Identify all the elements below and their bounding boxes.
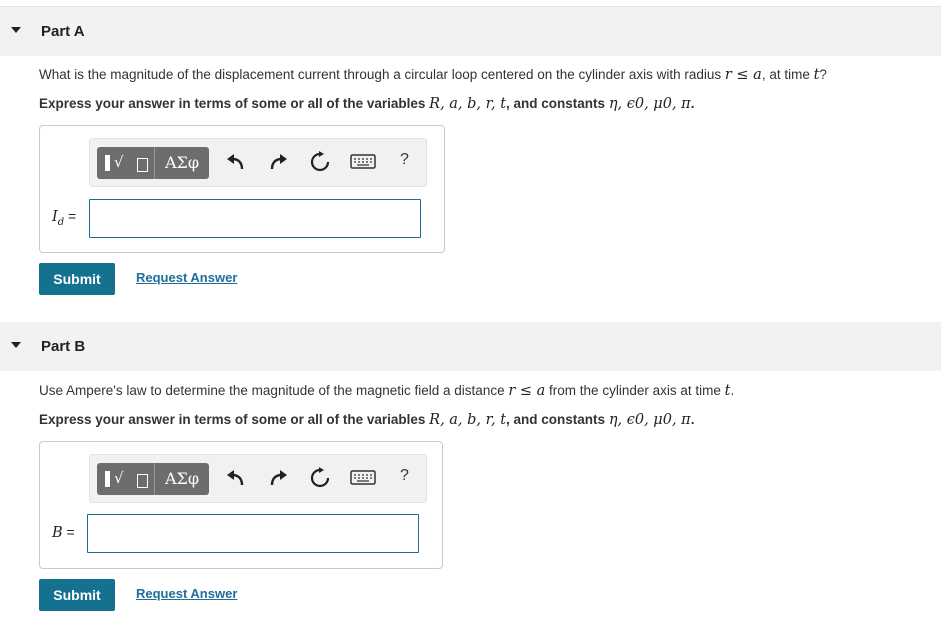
part-b-title: Part B	[41, 338, 86, 355]
answer-input[interactable]	[89, 199, 421, 238]
part-a-header[interactable]	[0, 7, 941, 56]
templates-icon[interactable]: √	[97, 463, 155, 495]
part-a-title: Part A	[41, 23, 85, 40]
math-toolbar	[89, 454, 427, 503]
templates-button[interactable]	[97, 463, 209, 495]
submit-button[interactable]: Submit	[39, 579, 115, 611]
answer-variable-label: $I_d$ =	[52, 208, 77, 228]
reset-icon[interactable]	[308, 466, 332, 490]
keyboard-icon[interactable]	[350, 153, 376, 171]
help-icon[interactable]: ?	[400, 151, 409, 168]
undo-icon[interactable]	[224, 150, 248, 174]
collapse-caret-icon[interactable]	[11, 342, 21, 348]
part-b-answer-box	[39, 441, 443, 569]
templates-button[interactable]	[97, 147, 209, 179]
part-b-instructions: Express your answer in terms of some or all of the variables R, a, b, r, t, and constants η, ϵ0, μ0, π.	[39, 412, 695, 428]
part-b-header[interactable]	[0, 322, 941, 371]
help-icon[interactable]: ?	[400, 467, 409, 484]
keyboard-icon[interactable]	[350, 469, 376, 487]
part-a-instructions: Express your answer in terms of some or all of the variables R, a, b, r, t, and constants η, ϵ0, μ0, π.	[39, 96, 695, 112]
answer-input[interactable]	[87, 514, 419, 553]
part-b-question: Use Ampere's law to determine the magnitude of the magnetic field a distance r ≤ a from the cylinder axis at time t.	[39, 383, 735, 399]
undo-icon[interactable]	[224, 466, 248, 490]
collapse-caret-icon[interactable]	[11, 27, 21, 33]
part-a-question: What is the magnitude of the displacement current through a circular loop centered on the cylinder axis with radius r ≤ a, at time t?	[39, 67, 827, 83]
greek-letters-icon[interactable]: ΑΣφ	[164, 153, 200, 172]
redo-icon[interactable]	[266, 150, 290, 174]
request-answer-link[interactable]: Request Answer	[136, 586, 238, 601]
answer-variable-label: B =	[52, 524, 75, 541]
reset-icon[interactable]	[308, 150, 332, 174]
request-answer-link[interactable]: Request Answer	[136, 270, 238, 285]
part-a-answer-box	[39, 125, 445, 253]
math-toolbar	[89, 138, 427, 187]
greek-letters-icon[interactable]: ΑΣφ	[164, 469, 200, 488]
templates-icon[interactable]: √	[97, 147, 155, 179]
submit-button[interactable]: Submit	[39, 263, 115, 295]
redo-icon[interactable]	[266, 466, 290, 490]
